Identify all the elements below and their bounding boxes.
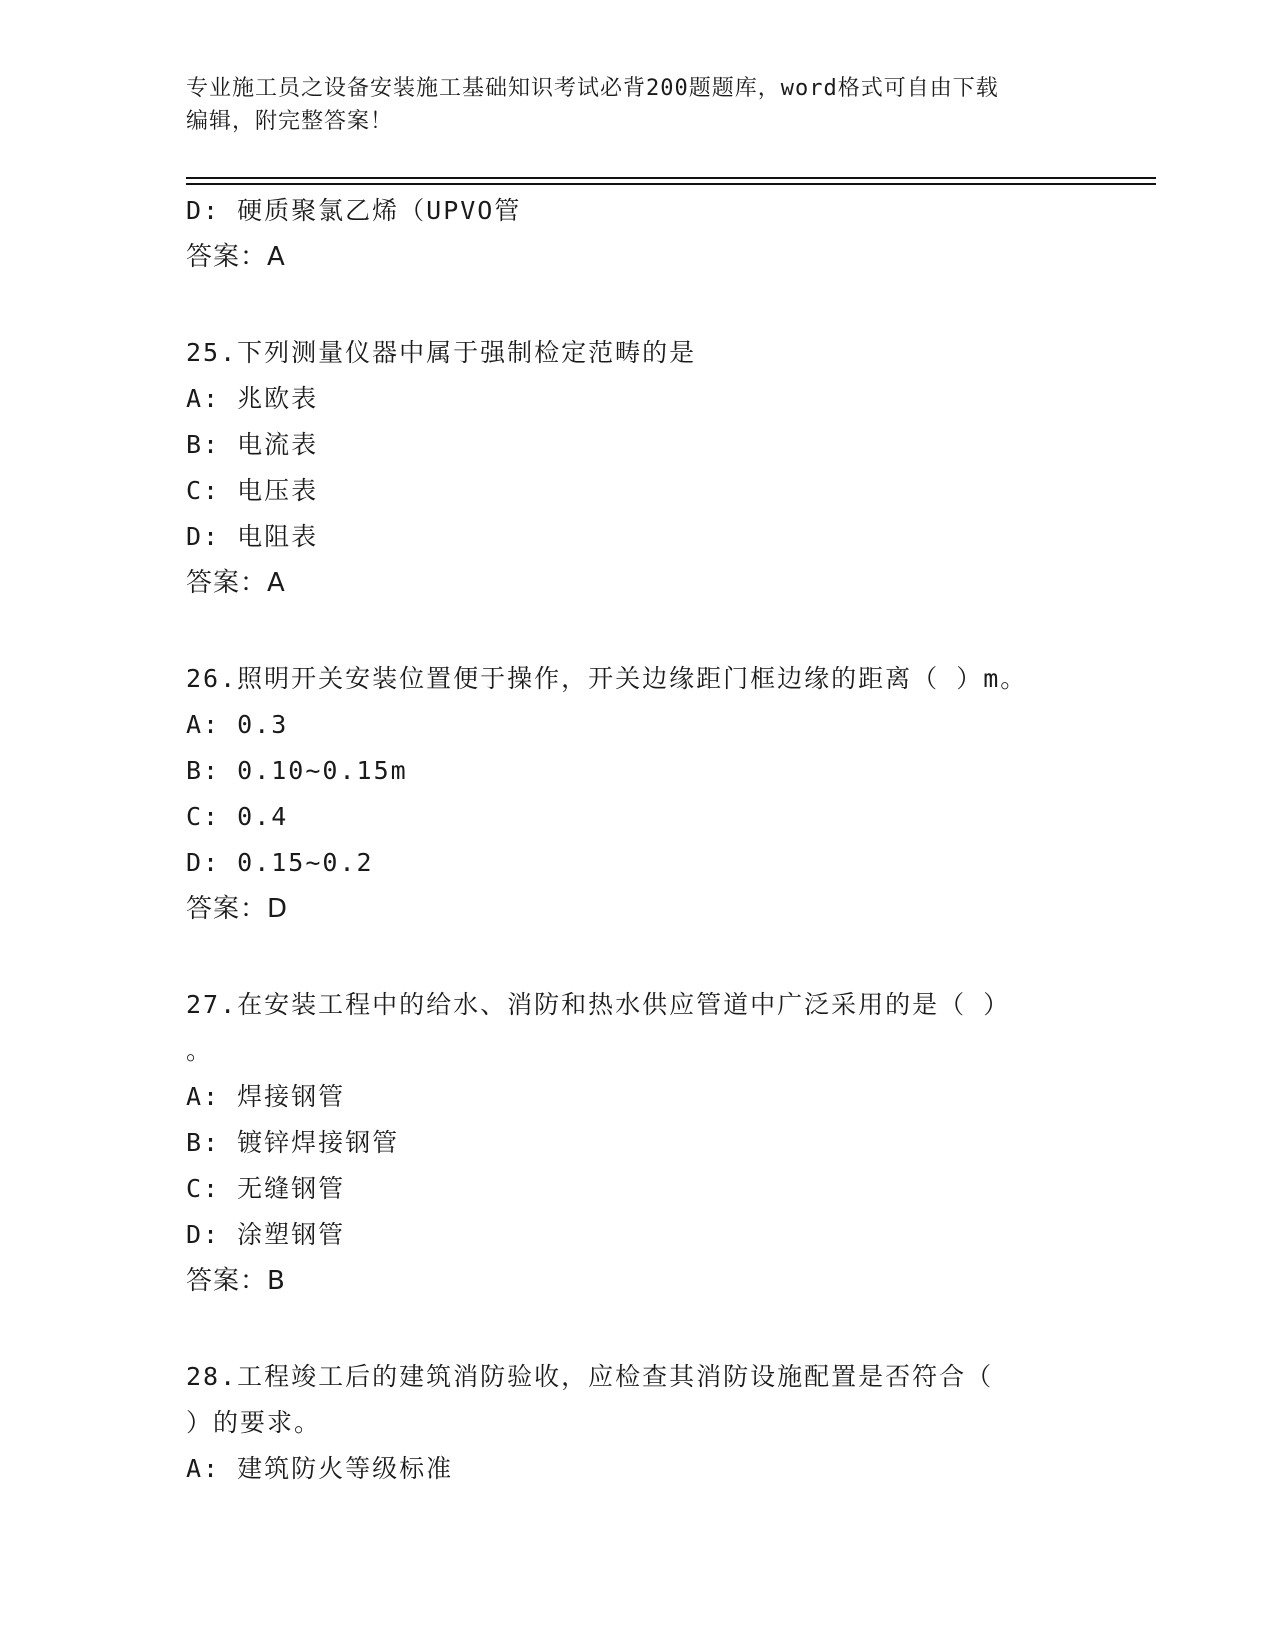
header-line-2: 编辑，附完整答案！ <box>186 109 394 134</box>
q26-answer: 答案：D <box>186 894 289 924</box>
q25-answer: 答案：A <box>186 568 286 598</box>
q26-option-c: C: 0.4 <box>186 802 289 831</box>
q25-option-b: B: 电流表 <box>186 430 319 459</box>
q25-option-c: C: 电压表 <box>186 476 319 505</box>
q24-answer: 答案：A <box>186 242 286 272</box>
header-rule-bottom <box>186 183 1156 185</box>
q26-option-a: A: 0.3 <box>186 710 289 739</box>
q27-question-line-1: 27.在安装工程中的给水、消防和热水供应管道中广泛采用的是（ ） <box>186 990 1011 1019</box>
document-header <box>186 72 1086 138</box>
q26-option-d: D: 0.15~0.2 <box>186 848 374 877</box>
q25-option-a: A: 兆欧表 <box>186 384 319 413</box>
header-rule-top <box>186 177 1156 179</box>
q28-question-line-2: ）的要求。 <box>186 1408 322 1437</box>
header-line-1: 专业施工员之设备安装施工基础知识考试必背200题题库，word格式可自由下载 <box>186 76 999 101</box>
q27-option-a: A: 焊接钢管 <box>186 1082 346 1111</box>
q26-question: 26.照明开关安装位置便于操作，开关边缘距门框边缘的距离（ ）m。 <box>186 664 1028 693</box>
q27-answer: 答案：B <box>186 1266 286 1296</box>
q25-question: 25.下列测量仪器中属于强制检定范畴的是 <box>186 338 697 367</box>
document-body <box>186 188 1086 1492</box>
q27-option-c: C: 无缝钢管 <box>186 1174 346 1203</box>
q24-option-d: D: 硬质聚氯乙烯（UPVO管 <box>186 196 522 225</box>
q26-option-b: B: 0.10~0.15m <box>186 756 408 785</box>
q27-option-d: D: 涂塑钢管 <box>186 1220 346 1249</box>
q28-option-a: A: 建筑防火等级标准 <box>186 1454 454 1483</box>
q27-option-b: B: 镀锌焊接钢管 <box>186 1128 400 1157</box>
q28-question-line-1: 28.工程竣工后的建筑消防验收，应检查其消防设施配置是否符合（ <box>186 1362 994 1391</box>
q27-question-line-2: 。 <box>186 1036 214 1065</box>
q25-option-d: D: 电阻表 <box>186 522 319 551</box>
